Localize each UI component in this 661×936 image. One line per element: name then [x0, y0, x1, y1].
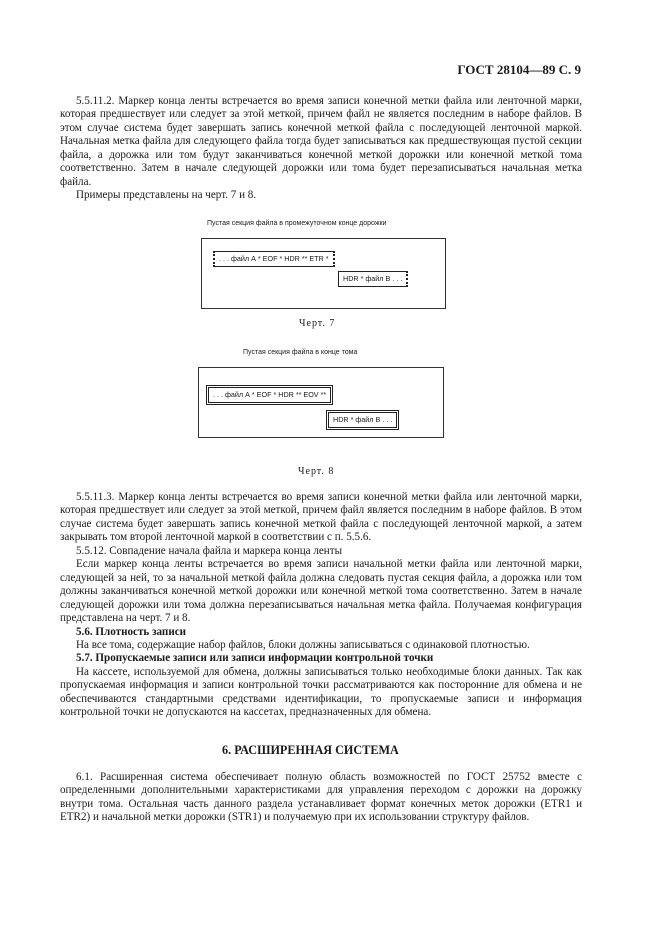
paragraph-text: Если маркер конца ленты встречается во время записи начальной метки файла или ленточной марки, следующей за ней, то за начальной меткой файла должна следовать пустая секция файла, а дорожка или том должны заканчиваться конечной меткой дорожки или конечной меткой тома соответственно. Затем в начале следующей дорожки или тома должна перезаписываться начальная метка файла. Получаемая конфигурация представлена на черт. 7 и 8. — [60, 558, 582, 625]
figure-7-caption: Черт. 7 — [299, 318, 336, 329]
paragraph-text: 6.1. Расширенная система обеспечивает полную область возможностей по ГОСТ 25752 вместе с определенными дополнительными характеристиками для управления переходом с дорожки на дорожку внутри тома. Остальная часть данного раздела устанавливает формат конечных меток дорожки (ETR1 и ETR2) и начальной метки дорожки (STR1) и получаемую при их использовании структуру файлов. — [60, 771, 582, 824]
page-header: ГОСТ 28104—89 С. 9 — [457, 62, 581, 77]
section-5-7-heading: 5.7. Пропускаемые записи или записи информации контрольной точки — [76, 652, 434, 665]
figure-7-title: Пустая секция файла в промежуточном конце дорожки — [207, 220, 387, 227]
paragraph-text: На все тома, содержащие набор файлов, блоки должны записываться с одинаковой плотностью. — [76, 638, 530, 651]
figure-7-box — [201, 238, 446, 309]
section-6-title: 6. РАСШИРЕННАЯ СИСТЕМА — [222, 743, 399, 757]
paragraph-text: Примеры представлены на черт. 7 и 8. — [76, 189, 257, 202]
section-5-6-heading: 5.6. Плотность записи — [76, 625, 187, 638]
paragraph-5-5-12-heading: 5.5.12. Совпадение начала файла и маркера конца ленты — [76, 544, 343, 557]
figure-8-caption: Черт. 8 — [298, 466, 335, 477]
paragraph-6-1 — [60, 771, 582, 825]
paragraph-text: 5.5.11.2. Маркер конца ленты встречается во время записи конечной метки файла или ленточной марки, которая предшествует или следует за этой меткой, причем файл не является последним в наборе файлов. В этом случае система будет завершать запись конечной меткой файла с последующей ленточной маркой. Начальная метка файла для следующего файла тогда будет записываться как предшествующая пустой секции файла, а дорожка или том будут заканчиваться конечной меткой дорожки или конечной меткой тома соответственно. Затем в начале следующей дорожки или тома будет перезаписываться начальная метка файла. — [60, 95, 582, 188]
figure-7-tape-file-a: . . . файл А * EOF * HDR ** ETR * — [213, 251, 335, 267]
paragraph-5-5-11-3: 5.5.11.3. Маркер конца ленты встречается во время записи конечной метки файла или ленточной марки, которая предшествует или следует за этой меткой, причем файл является последним в наборе файлов. В этом случае система будет завершать запись конечной меткой файла с последующей ленточной маркой, а затем закрывать том второй ленточной маркой в соответствии с п. 5.5.6. — [60, 491, 582, 544]
figure-8-title: Пустая секция файла в конце тома — [243, 349, 358, 356]
paragraph-5-5-11-2 — [60, 95, 582, 203]
figure-7-tape-file-b: HDR * файл В . . . — [338, 271, 408, 287]
paragraph-text: На кассете, используемой для обмена, должны записываться только необходимые блоки данных. Так как пропускаемая информация и записи контрольной точки рассматриваются как посторонние для обмена и не обеспечиваются стандартными средствами идентификации, то пропускаемые записи и информация контрольной точки не допускаются на кассетах, предназначенных для обмена. — [60, 665, 582, 719]
figure-8-tape-file-b: HDR * файл В . . . — [328, 412, 397, 428]
paragraphs-block-2 — [60, 491, 582, 720]
figure-8-tape-file-a: . . . файл А * EOF * HDR ** EOV ** — [208, 387, 331, 403]
